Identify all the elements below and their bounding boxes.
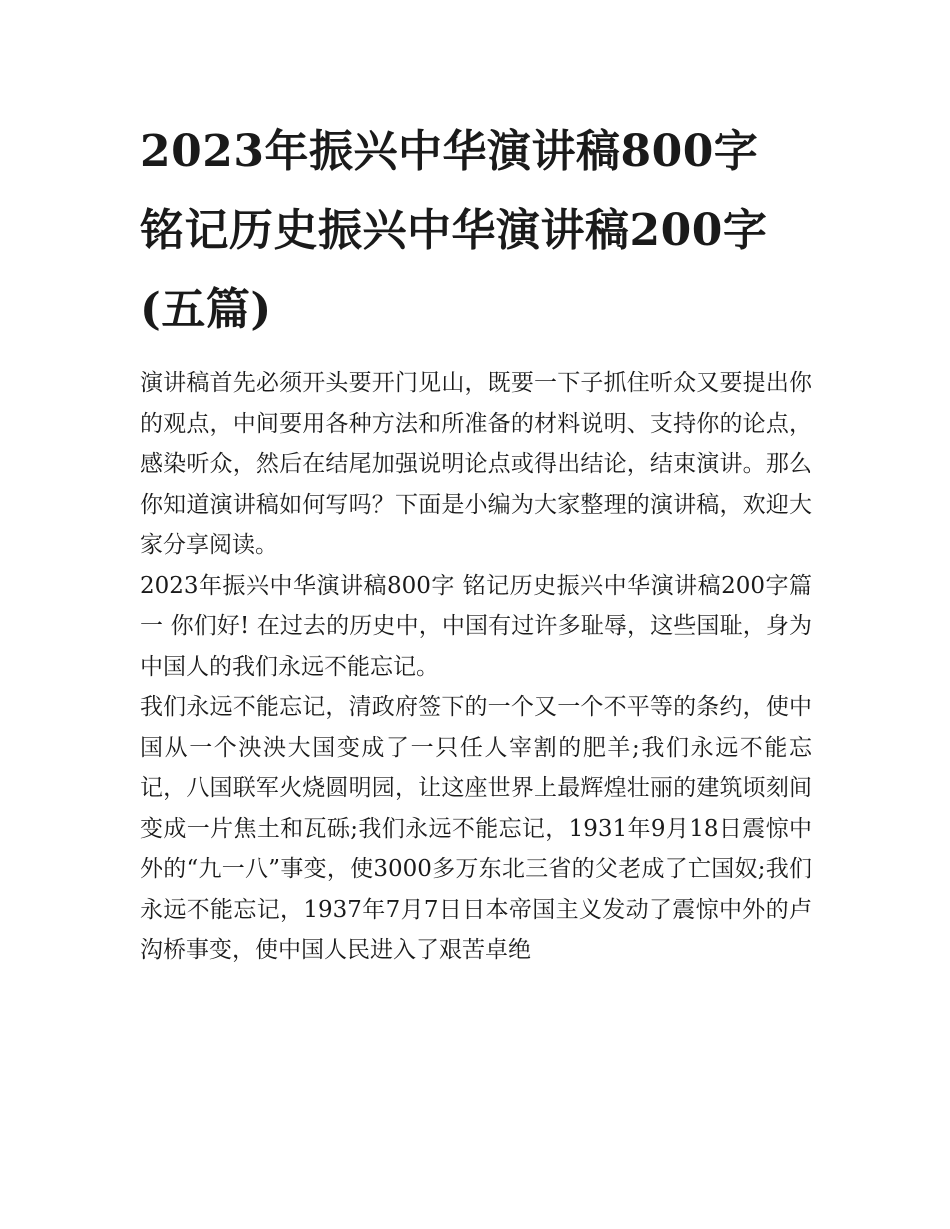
document-content (140, 112, 812, 971)
document-title: 2023年振兴中华演讲稿800字 铭记历史振兴中华演讲稿200字(五篇) (140, 126, 768, 335)
paragraph-history: 我们永远不能忘记，清政府签下的一个又一个不平等的条约，使中国从一个泱泱大国变成了一只任人宰割的肥羊;我们永远不能忘记，八国联军火烧圆明园，让这座世界上最辉煌壮丽的建筑顷刻间变成一片焦土和瓦砾;我们永远不能忘记，1931年9月18日震惊中外的“九一八”事变，使3000多万东北三省的父老成了亡国奴;我们永远不能忘记，1937年7月7日日本帝国主义发动了震惊中外的卢沟桥事变，使中国人民进入了艰苦卓绝 (140, 694, 812, 963)
paragraph-speech-opening: 2023年振兴中华演讲稿800字 铭记历史振兴中华演讲稿200字篇一 你们好! 在过去的历史中，中国有过许多耻辱，这些国耻，身为中国人的我们永远不能忘记。 (140, 572, 812, 680)
paragraph-intro: 演讲稿首先必须开头要开门见山，既要一下子抓住听众又要提出你的观点，中间要用各种方法和所准备的材料说明、支持你的论点，感染听众，然后在结尾加强说明论点或得出结论，结束演讲。那么你知道演讲稿如何写吗？下面是小编为大家整理的演讲稿，欢迎大家分享阅读。 (140, 370, 812, 558)
